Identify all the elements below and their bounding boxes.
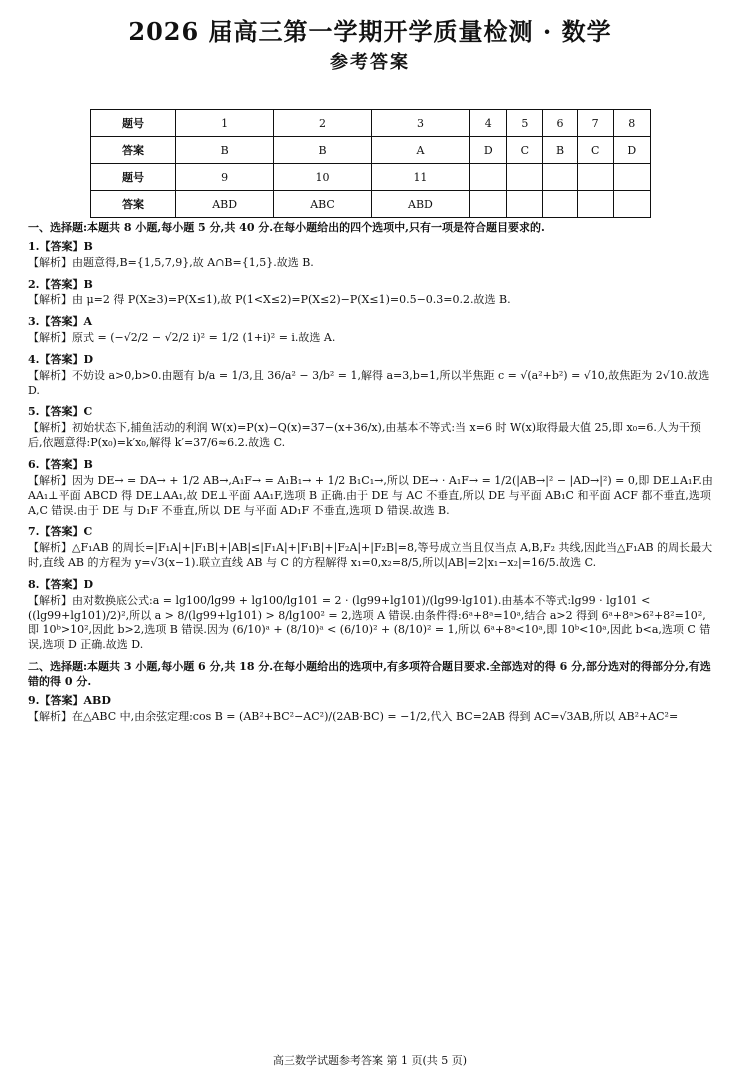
table-cell: 9 xyxy=(176,164,274,191)
explanation-text: 【解析】由 μ=2 得 P(X≥3)=P(X≤1),故 P(1<X≤2)=P(X≤2)−P(X≤1)=0.5−0.3=0.2.故选 B. xyxy=(28,293,511,307)
explanation-text: 【解析】△F₁AB 的周长=|F₁A|+|F₁B|+|AB|≤|F₁A|+|F₁B|+|F₂A|+|F₂B|=8,等号成立当且仅当点 A,B,F₂ 共线,因此当△F₁AB 的周长最大时,直线 AB 的方程为 y=√3(x−1).联立直线 AB 与 C 的方程解得 x₁=0,x₂=8/5,所以|AB|=2|x₁−x₂|=16/5.故选 C. xyxy=(28,541,713,570)
table-cell xyxy=(577,164,613,191)
table-cell xyxy=(507,164,543,191)
answer-line: 7.【答案】C xyxy=(28,525,93,539)
table-row-header: 题号 xyxy=(91,164,176,191)
explanation-text: 【解析】由对数换底公式:a = lg100/lg99 + lg100/lg101 = 2 · (lg99+lg101)/(lg99·lg101).由基本不等式:lg99 · lg101 < ((lg99+lg101)/2)²,所以 a > 8/(lg99+lg101) > 8/lg100² = 2,选项 A 错误.由条件得:6ᵃ+8ᵃ=10ᵃ,结合 a>2 得到 6ᵃ+8ᵃ>6²+8²=10²,即 10ᵇ>10²,因此 b>2,选项 B 错误.因为 (6/10)ᵃ + (8/10)ᵃ < (6/10)² + (8/10)² = 1,所以 6ᵃ+8ᵃ<10ᵃ,即 10ᵇ<10ᵃ,因此 b<a,选项 C 错误,选项 D 正确.故选 D. xyxy=(28,593,711,652)
solutions-content xyxy=(28,221,714,731)
table-cell xyxy=(577,191,613,218)
answer-table xyxy=(90,109,651,218)
table-cell xyxy=(470,164,507,191)
explanation-text: 【解析】因为 DE→ = DA→ + 1/2 AB→,A₁F→ = A₁B₁→ + 1/2 B₁C₁→,所以 DE→ · A₁F→ = 1/2(|AB→|² − |AD→|²) = 0,即 DE⊥A₁F.由 AA₁⊥平面 ABCD 得 DE⊥AA₁,故 DE⊥平面 AA₁F,选项 B 正确.由于 DE 与 AC 不垂直,所以 DE 与平面 AB₁C 和平面 ACF 都不垂直,选项 A,C 错误.由于 DE 与 D₁F 不垂直,所以 DE 与平面 AD₁F 不垂直,选项 D 错误.故选 B. xyxy=(28,473,713,517)
solution-item-5 xyxy=(28,405,714,451)
table-cell: 1 xyxy=(176,110,274,137)
page-subtitle: 参考答案 xyxy=(330,52,410,73)
table-cell: 11 xyxy=(371,164,469,191)
table-cell: 2 xyxy=(274,110,372,137)
answer-line: 6.【答案】B xyxy=(28,457,93,471)
answer-table-row xyxy=(91,137,651,164)
table-cell: A xyxy=(371,137,469,164)
explanation-text: 【解析】在△ABC 中,由余弦定理:cos B = (AB²+BC²−AC²)/(2AB·BC) = −1/2,代入 BC=2AB 得到 AC=√3AB,所以 AB²+AC²= xyxy=(28,709,679,723)
table-cell: 3 xyxy=(371,110,469,137)
answer-line: 8.【答案】D xyxy=(28,577,94,591)
solution-item-6 xyxy=(28,458,714,518)
table-cell xyxy=(470,191,507,218)
explanation-text: 【解析】不妨设 a>0,b>0.由题有 b/a = 1/3,且 36/a² − 3/b² = 1,解得 a=3,b=1,所以半焦距 c = √(a²+b²) = √10,故焦距为 2√10.故选 D. xyxy=(28,368,710,397)
table-cell: ABD xyxy=(176,191,274,218)
table-cell: 5 xyxy=(507,110,543,137)
table-cell xyxy=(543,164,578,191)
section-heading-2: 二、选择题:本题共 3 小题,每小题 6 分,共 18 分.在每小题给出的选项中,有多项符合题目要求.全部选对的得 6 分,部分选对的得部分分,有选错的得 0 分. xyxy=(28,660,711,688)
page-title: 2026 届高三第一学期开学质量检测 · 数学 xyxy=(128,17,612,46)
table-cell: C xyxy=(577,137,613,164)
answer-line: 5.【答案】C xyxy=(28,405,93,419)
table-cell xyxy=(613,191,650,218)
answer-table-row xyxy=(91,164,651,191)
table-cell: C xyxy=(507,137,543,164)
solution-item-3 xyxy=(28,315,714,346)
table-cell: 4 xyxy=(470,110,507,137)
table-cell: 10 xyxy=(274,164,372,191)
table-cell: B xyxy=(543,137,578,164)
table-cell: B xyxy=(274,137,372,164)
table-cell xyxy=(613,164,650,191)
solution-item-4 xyxy=(28,353,714,399)
solution-item-7 xyxy=(28,525,714,571)
table-cell: D xyxy=(470,137,507,164)
table-cell: 6 xyxy=(543,110,578,137)
answer-table-row xyxy=(91,110,651,137)
table-row-header: 答案 xyxy=(91,137,176,164)
answer-line: 9.【答案】ABD xyxy=(28,693,111,707)
answer-line: 1.【答案】B xyxy=(28,239,93,253)
answer-line: 4.【答案】D xyxy=(28,352,94,366)
solution-item-1 xyxy=(28,240,714,271)
solution-item-8 xyxy=(28,578,714,653)
table-cell: ABC xyxy=(274,191,372,218)
answer-line: 2.【答案】B xyxy=(28,277,93,291)
solution-item-2 xyxy=(28,278,714,309)
table-cell: ABD xyxy=(371,191,469,218)
answer-table-row xyxy=(91,191,651,218)
table-cell: B xyxy=(176,137,274,164)
table-cell xyxy=(543,191,578,218)
explanation-text: 【解析】由题意得,B={1,5,7,9},故 A∩B={1,5}.故选 B. xyxy=(28,255,314,269)
answer-line: 3.【答案】A xyxy=(28,315,93,329)
explanation-text: 【解析】初始状态下,捕鱼活动的利润 W(x)=P(x)−Q(x)=37−(x+36/x),由基本不等式:当 x=6 时 W(x)取得最大值 25,即 x₀=6.人为干预后,依题意得:P(x₀)=k′x₀,解得 k′=37/6≈6.2.故选 C. xyxy=(28,421,701,450)
solution-item-9 xyxy=(28,694,714,725)
section-heading-1: 一、选择题:本题共 8 小题,每小题 5 分,共 40 分.在每小题给出的四个选项中,只有一项是符合题目要求的. xyxy=(28,221,545,234)
table-cell: 8 xyxy=(613,110,650,137)
table-cell: 7 xyxy=(577,110,613,137)
table-cell: D xyxy=(613,137,650,164)
table-cell xyxy=(507,191,543,218)
table-row-header: 题号 xyxy=(91,110,176,137)
page-footer: 高三数学试题参考答案 第 1 页(共 5 页) xyxy=(272,1054,468,1067)
table-row-header: 答案 xyxy=(91,191,176,218)
explanation-text: 【解析】原式 = (−√2/2 − √2/2 i)² = 1/2 (1+i)² = i.故选 A. xyxy=(28,331,336,345)
